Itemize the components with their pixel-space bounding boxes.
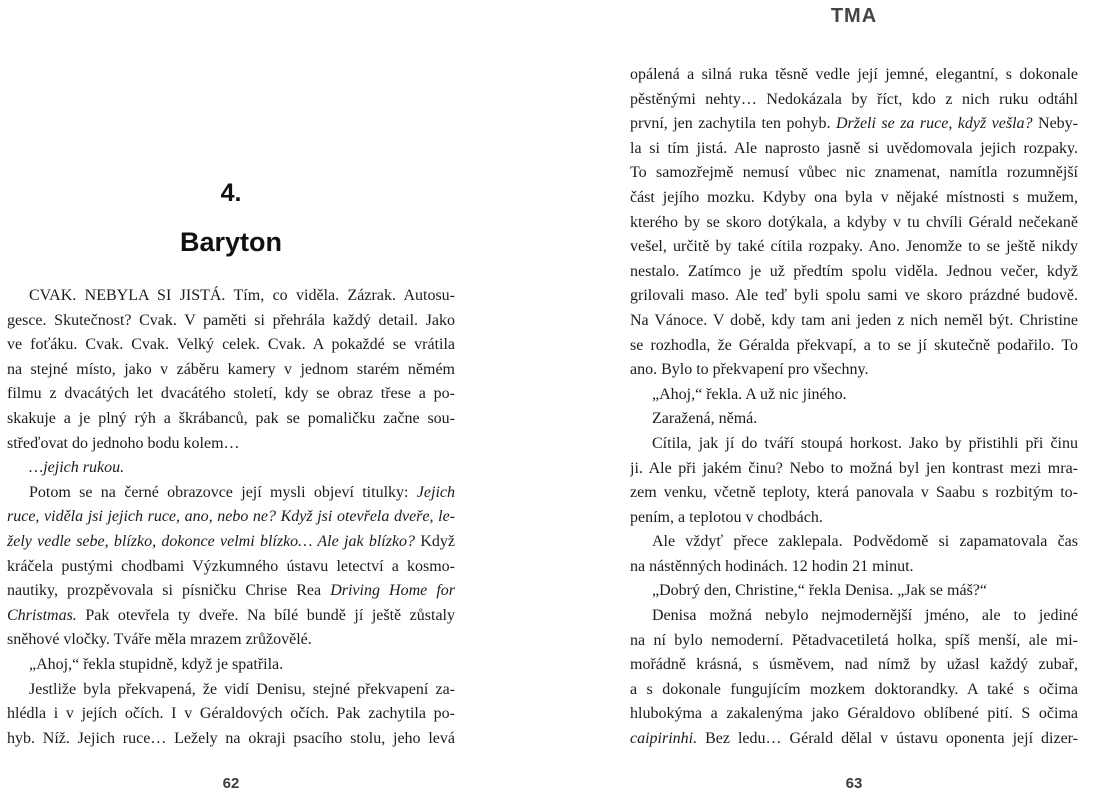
text-line: „Ahoj,“ řekla stupidně, když je spatřila. bbox=[29, 655, 284, 673]
text-line: CVAK. NEBYLA SI JISTÁ. Tím, co viděla. Zázrak. Autosu- bbox=[29, 287, 455, 304]
text-line: na nástěnných hodinách. 12 hodin 21 minut. bbox=[630, 557, 914, 575]
page-right-body-text bbox=[630, 63, 1078, 752]
text-line: na ní bylo nemoderní. Pětadvacetiletá holka, spíš menší, ale mi- bbox=[630, 631, 1078, 649]
text-line: filmu z dvacátých let dvacátého století, kdy se obraz třese a po- bbox=[7, 385, 455, 403]
page-left-body-text bbox=[7, 284, 455, 751]
text-line: Cítila, jak jí do tváří stoupá horkost. Jako by přistihli při činu bbox=[652, 434, 1078, 452]
text-line: To samozřejmě nemusí vůbec nic znamenat, namítla rozumnější bbox=[630, 164, 1078, 182]
text-line: la si tím jistá. Ale naprosto jasně si uvědomovala jejich rozpaky. bbox=[630, 139, 1078, 157]
text-line: Ale vždyť přece zaklepala. Podvědomě si zapamatovala čas bbox=[652, 533, 1078, 551]
page-number-left: 62 bbox=[222, 775, 240, 792]
text-line: grilovali maso. Ale teď byli spolu sami ve skoro prázdné budově. bbox=[630, 287, 1078, 305]
text-line: Denisa možná nebylo nejmodernější jméno, ale to jediné bbox=[652, 607, 1078, 625]
text-line: ve foťáku. Cvak. Cvak. Velký celek. Cvak. A pokaždé se vrátila bbox=[7, 336, 455, 354]
text-line: zem venku, včetně teploty, která panovala v Saabu s rozbitým to- bbox=[630, 484, 1078, 502]
text-line: pěstěnými nehty… Nedokázala by říct, kdo z nich ruku odtáhl bbox=[630, 90, 1078, 108]
chapter-number: 4. bbox=[220, 179, 242, 207]
text-line: mořádně krásná, s úsměvem, nad nímž by užasl každý zubař, bbox=[630, 656, 1078, 674]
text-line: hyb. Níž. Jejich ruce… Ležely na okraji psacího stolu, jeho levá bbox=[7, 729, 455, 747]
text-line: a s dokonale fungujícím mozkem doktorandky. A také s očima bbox=[630, 680, 1078, 698]
text-line: část jejího mozku. Kdyby ona byla v nějaké místnosti s mužem, bbox=[630, 188, 1078, 206]
page-left bbox=[7, 0, 455, 800]
text-line: ji. Ale při jakém činu? Nebo to možná byl jen kontrast mezi mra- bbox=[630, 459, 1078, 477]
page-number-right: 63 bbox=[845, 775, 863, 792]
text-line: střeďovat do jednoho bodu kolem… bbox=[7, 434, 240, 452]
text-line: kterého by se skoro dotýkala, a kdyby v tu chvíli Gérald nečekaně bbox=[630, 213, 1078, 231]
chapter-title: Baryton bbox=[179, 227, 282, 257]
page-right bbox=[630, 0, 1078, 800]
text-line: pením, a teplotou v chodbách. bbox=[630, 508, 823, 526]
text-line: první, jen zachytila ten pohyb. Drželi se za ruce, když vešla? Neby- bbox=[630, 115, 1078, 133]
text-line: …jejich rukou. bbox=[29, 459, 125, 477]
text-line: se rozhodla, že Géralda překvapí, a to se jí skutečně podařilo. To bbox=[630, 336, 1078, 354]
text-line: skakuje a je plný rýh a škrábanců, pak se pomaličku začne sou- bbox=[7, 409, 455, 427]
running-header-title: TMA bbox=[830, 5, 878, 27]
text-line: ruce, viděla jsi jejich ruce, ano, nebo ne? Když jsi otevřela dveře, le- bbox=[7, 508, 455, 526]
text-line: na stejné místo, jako v záběru kamery v jednom starém němém bbox=[7, 360, 455, 378]
text-line: žely vedle sebe, blízko, dokonce velmi blízko… Ale jak blízko? Když bbox=[7, 532, 455, 550]
text-line: Jestliže byla překvapená, že vidí Denisu, stejné překvapení za- bbox=[29, 680, 455, 698]
text-line: opálená a silná ruka těsně vedle její jemné, elegantní, s dokonale bbox=[630, 66, 1078, 83]
text-line: Christmas. Pak otevřela ty dveře. Na bílé bundě jí ještě zůstaly bbox=[7, 606, 455, 624]
text-line: hlédla i v jejích očích. I v Géraldových očích. Pak zachytila po- bbox=[7, 705, 455, 723]
text-line: Potom se na černé obrazovce její mysli objeví titulky: Jejich bbox=[29, 483, 455, 501]
text-line: nautiky, prozpěvovala si písničku Chrise Rea Driving Home for bbox=[7, 582, 455, 600]
text-line: Na Vánoce. V době, kdy tam ani jeden z nich neměl být. Christine bbox=[630, 311, 1078, 329]
text-line: sněhové vločky. Tváře měla mrazem zrůžovělé. bbox=[7, 631, 312, 649]
text-line: vešel, určitě by také cítila rozpaky. Ano. Jenomže to se ještě nikdy bbox=[630, 238, 1078, 256]
text-line: caipirinhi. Bez ledu… Gérald dělal v ústavu oponenta její dizer- bbox=[630, 730, 1078, 748]
text-line: gesce. Skutečnost? Cvak. V paměti si přehrála každý detail. Jako bbox=[7, 311, 455, 329]
text-line: Zaražená, němá. bbox=[652, 410, 758, 428]
text-line: nestalo. Zatímco je už předtím spolu viděla. Jednou večer, když bbox=[630, 262, 1078, 280]
text-line: „Ahoj,“ řekla. A už nic jiného. bbox=[652, 385, 847, 403]
text-line: hlubokýma a zakalenýma jako Géraldovo oblíbené pití. S očima bbox=[630, 705, 1078, 723]
text-line: kráčela pustými chodbami Výzkumného ústavu letectví a kosmo- bbox=[7, 557, 455, 575]
text-line: ano. Bylo to překvapení pro všechny. bbox=[630, 361, 869, 379]
text-line: „Dobrý den, Christine,“ řekla Denisa. „Jak se máš?“ bbox=[652, 582, 987, 600]
